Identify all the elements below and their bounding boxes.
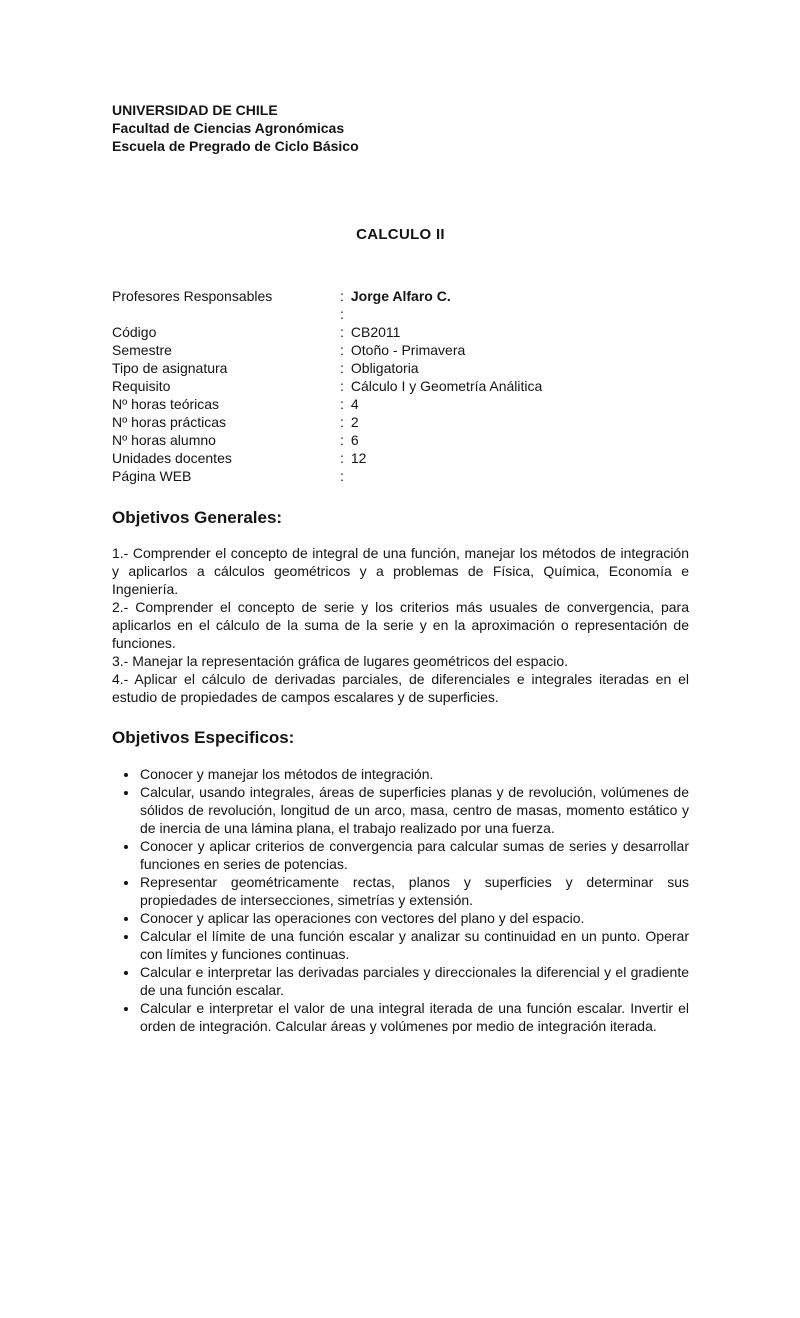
info-value: Jorge Alfaro C.: [350, 288, 451, 304]
info-label: Nº horas teóricas: [112, 396, 220, 412]
section-heading-objetivos-especificos: Objetivos Especificos:: [112, 728, 295, 747]
info-separator: :: [340, 432, 344, 448]
info-row-horas-teoricas: [112, 395, 689, 413]
objective-bullet-item: • Calcular, usando integrales, áreas de superficies planas y de revolución, volúmenes de sólidos de revolución, longitud de un arco, masa, centro de masas, momento estático y de inercia de una lámina plana, el trabajo realizado por una fuerza.: [139, 783, 689, 837]
info-label: Requisito: [112, 378, 171, 394]
info-row-tipo: [112, 359, 689, 377]
info-label: Nº horas alumno: [112, 432, 216, 448]
info-value: 2: [350, 414, 359, 430]
info-separator: :: [340, 414, 344, 430]
section-heading-objetivos-generales: Objetivos Generales:: [112, 508, 283, 527]
info-separator: :: [340, 378, 344, 394]
info-row-profesores: [112, 287, 689, 305]
info-label: [112, 305, 340, 323]
document-header: [112, 101, 689, 155]
info-label: Semestre: [112, 342, 172, 358]
info-label: Tipo de asignatura: [112, 360, 228, 376]
objective-bullet-item: • Conocer y aplicar las operaciones con vectores del plano y del espacio.: [139, 909, 689, 927]
objective-bullet-item: • Conocer y aplicar criterios de convergencia para calcular sumas de series y desarrollar funciones en series de potencias.: [139, 837, 689, 873]
info-row-semestre: [112, 341, 689, 359]
general-objectives-list: [112, 544, 689, 706]
info-label: Unidades docentes: [112, 450, 232, 466]
info-value: Obligatoria: [350, 360, 419, 376]
info-row-requisito: [112, 377, 689, 395]
objective-paragraph: 1.- Comprender el concepto de integral de una función, manejar los métodos de integración y aplicarlos a cálculos geométricos y a problemas de Física, Química, Economía e Ingeniería.: [112, 545, 689, 597]
objective-bullet-item: • Conocer y manejar los métodos de integración.: [139, 765, 689, 783]
objective-paragraph: 4.- Aplicar el cálculo de derivadas parciales, de diferenciales e integrales iteradas en el estudio de propiedades de campos escalares y de superficies.: [112, 671, 689, 705]
info-separator: :: [340, 396, 344, 412]
info-separator: :: [340, 450, 344, 466]
info-row-codigo: [112, 323, 689, 341]
objective-bullet-item: • Calcular e interpretar el valor de una integral iterada de una función escalar. Invertir el orden de integración. Calcular áreas y volúmenes por medio de integración iterada.: [139, 999, 689, 1035]
info-label: Nº horas prácticas: [112, 414, 227, 430]
info-separator: :: [340, 288, 344, 304]
document-content: [112, 0, 689, 1035]
objective-paragraph: 3.- Manejar la representación gráfica de lugares geométricos del espacio.: [112, 653, 569, 669]
course-info-table: [112, 287, 689, 485]
info-separator: :: [340, 306, 344, 322]
info-row-horas-practicas: [112, 413, 689, 431]
info-label: Código: [112, 324, 157, 340]
specific-objectives-list: [112, 765, 689, 1035]
info-separator: :: [340, 342, 344, 358]
info-separator: :: [340, 360, 344, 376]
info-value: Cálculo I y Geometría Análitica: [350, 378, 543, 394]
objective-bullet-item: • Calcular el límite de una función escalar y analizar su continuidad en un punto. Operar con límites y funciones continuas.: [139, 927, 689, 963]
info-value: 6: [350, 432, 359, 448]
objective-bullet-item: • Representar geométricamente rectas, planos y superficies y determinar sus propiedades de intersecciones, simetrías y extensión.: [139, 873, 689, 909]
course-title: CALCULO II: [356, 226, 445, 243]
header-line-school: Escuela de Pregrado de Ciclo Básico: [112, 138, 359, 154]
info-label: Profesores Responsables: [112, 288, 273, 304]
info-row-blank: [112, 305, 689, 323]
info-label: Página WEB: [112, 468, 192, 484]
info-value: 12: [350, 450, 367, 466]
header-line-faculty: Facultad de Ciencias Agronómicas: [112, 120, 345, 136]
info-row-horas-alumno: [112, 431, 689, 449]
info-value: 4: [350, 396, 359, 412]
info-row-unidades: [112, 449, 689, 467]
header-line-institution: UNIVERSIDAD DE CHILE: [112, 102, 278, 118]
info-separator: :: [340, 324, 344, 340]
info-value: Otoño - Primavera: [350, 342, 466, 358]
info-value: CB2011: [350, 324, 401, 340]
info-row-pagina-web: [112, 467, 689, 485]
objective-paragraph: 2.- Comprender el concepto de serie y los criterios más usuales de convergencia, para aplicarlos en el cálculo de la suma de la serie y en la aproximación o representación de funciones.: [112, 599, 689, 651]
objective-bullet-item: • Calcular e interpretar las derivadas parciales y direccionales la diferencial y el gradiente de una función escalar.: [139, 963, 689, 999]
info-separator: :: [340, 468, 344, 484]
